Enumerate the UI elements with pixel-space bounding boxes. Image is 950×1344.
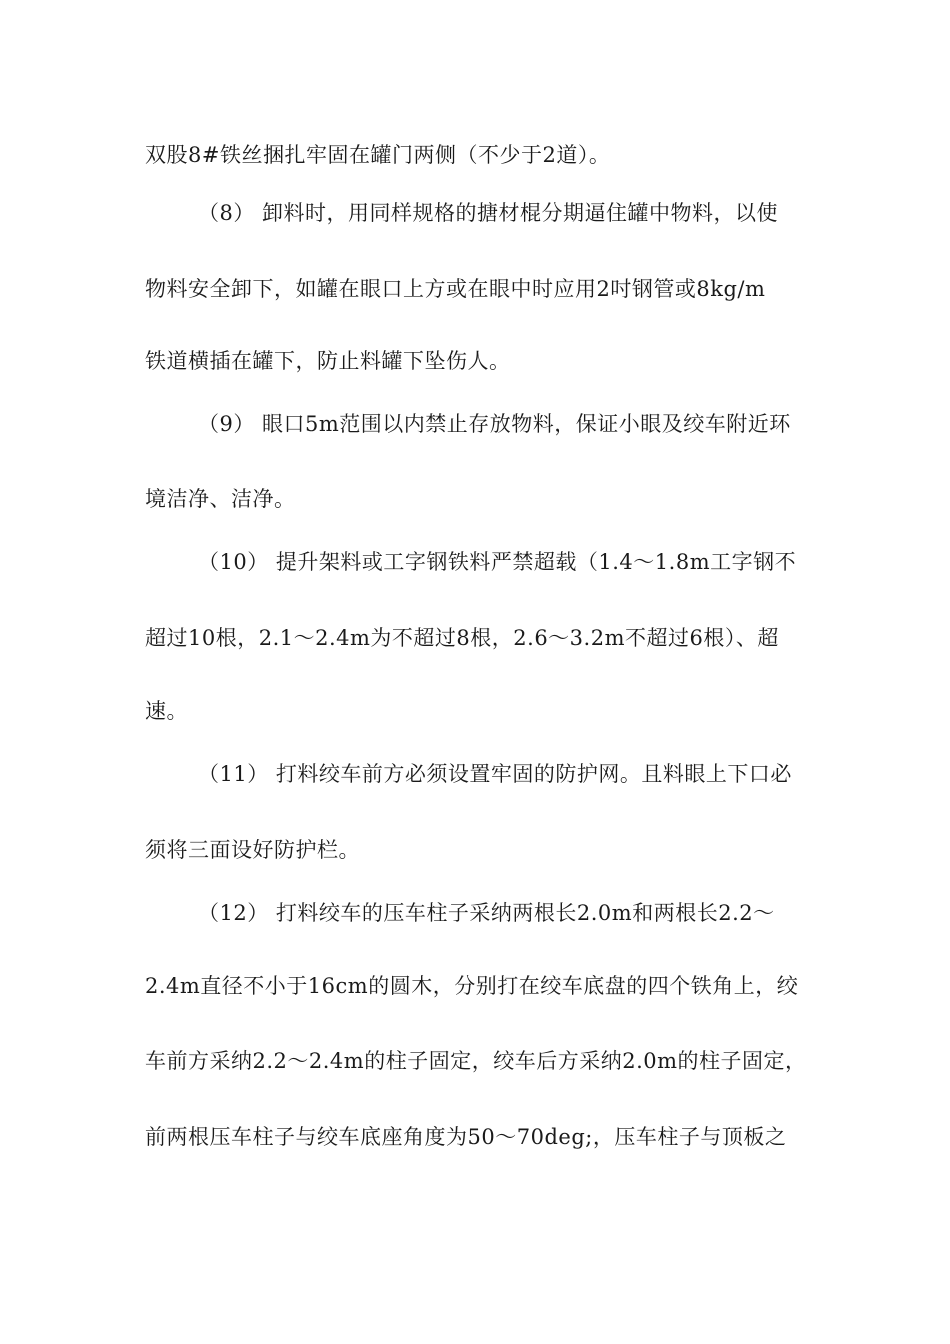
text-line-7: （10） 提升架料或工字钢铁料严禁超载（1.4～1.8m工字钢不 — [198, 550, 797, 574]
text-line-2: （8） 卸料时，用同样规格的搪材棍分期逼住罐中物料，以使 — [198, 201, 779, 225]
text-line-14: 车前方采纳2.2～2.4m的柱子固定，绞车后方采纳2.0m的柱子固定， — [145, 1049, 807, 1073]
text-line-1: 双股8#铁丝捆扎牢固在罐门两侧（不少于2道）。 — [145, 143, 611, 167]
text-line-9: 速。 — [145, 699, 188, 723]
text-line-13: 2.4m直径不小于16cm的圆木，分别打在绞车底盘的四个铁角上，绞 — [145, 974, 799, 998]
text-line-12: （12） 打料绞车的压车柱子采纳两根长2.0m和两根长2.2～ — [198, 901, 775, 925]
text-line-11: 须将三面设好防护栏。 — [145, 838, 360, 862]
text-line-5: （9） 眼口5m范围以内禁止存放物料，保证小眼及绞车附近环 — [198, 412, 791, 436]
text-line-4: 铁道横插在罐下，防止料罐下坠伤人。 — [145, 349, 511, 373]
text-line-6: 境洁净、洁净。 — [145, 487, 296, 511]
text-line-3: 物料安全卸下，如罐在眼口上方或在眼中时应用2吋钢管或8kg/m — [145, 277, 766, 301]
text-line-15: 前两根压车柱子与绞车底座角度为50～70deg;，压车柱子与顶板之 — [145, 1125, 787, 1149]
text-line-10: （11） 打料绞车前方必须设置牢固的防护网。且料眼上下口必 — [198, 762, 792, 786]
text-line-8: 超过10根，2.1～2.4m为不超过8根，2.6～3.2m不超过6根）、超 — [145, 626, 779, 650]
